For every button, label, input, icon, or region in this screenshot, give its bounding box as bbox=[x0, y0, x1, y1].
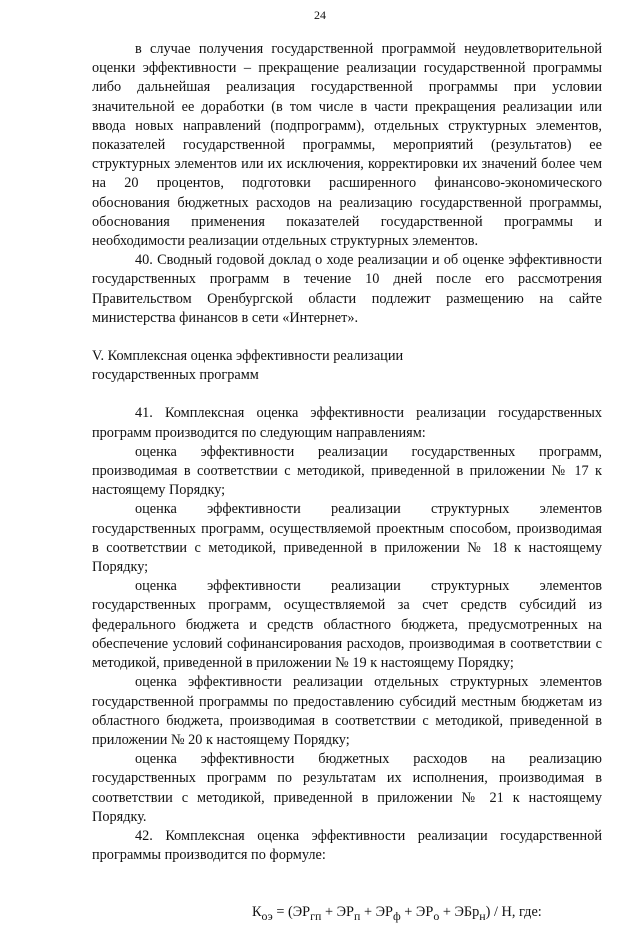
formula: $К_{оэ} = (ЭР_{гп} + ЭР_п + ЭР_ф + ЭР_о + ЭБр_н) / Н$, где: bbox=[252, 904, 542, 924]
paragraph: оценка эффективности реализации структурных элементов государственных программ, осуществляемой за счет средств субсидий из федерального бюджета и средств областного бюджета, предусмотренных на обеспечение условий софинансирования расходов, производимая в соответствии с методикой, приведенной в приложении № 19 к настоящему Порядку; bbox=[92, 578, 602, 672]
paragraph: оценка эффективности бюджетных расходов на реализацию государственных программ по результатам их исполнения, производимая в соответствии с методикой, приведенной в приложении № 21 к настоящему Порядку. bbox=[92, 751, 602, 825]
section-heading-line: государственных программ bbox=[92, 367, 259, 384]
paragraph: оценка эффективности реализации структурных элементов государственных программ, осуществляемой проектным способом, производимая в соответствии с методикой, приведенной в приложении № 18 к настоящему Порядку; bbox=[92, 501, 602, 576]
paragraph: оценка эффективности реализации отдельных структурных элементов государственной программы по предоставлению субсидий местным бюджетам из областного бюджета, производимая в соответствии с методикой, приведенной в приложении № 20 к настоящему Порядку; bbox=[92, 674, 602, 748]
page-number: 24 bbox=[314, 8, 326, 22]
section-heading-line: V. Комплексная оценка эффективности реализации bbox=[92, 348, 404, 365]
paragraph: 42. Комплексная оценка эффективности реализации государственной программы производится по формуле: bbox=[92, 827, 602, 864]
paragraph: 40. Сводный годовой доклад о ходе реализации и об оценке эффективности государственных программ в течение 10 дней после его рассмотрения Правительством Оренбургской области подлежит размещению на сайте министерства финансов в сети «Интернет». bbox=[92, 252, 602, 326]
document-body bbox=[92, 40, 602, 926]
section-heading bbox=[92, 347, 602, 385]
paragraph: в случае получения государственной программой неудовлетворительной оценки эффективности – прекращение реализации государственной программы либо дальнейшая реализация государственной программы при условии значительной ее доработки (в том числе в части прекращения реализации или ввода новых направлений (подпрограмм), отдельных структурных элементов, показателей государственной программы, мероприятий (результатов) ее структурных элементов или их исключения, корректировки их значений более чем на 20 процентов, подготовки расширенного финансово-экономического обоснования бюджетных расходов на реализацию государственной программы, обоснования применения показателей государственной программы и необходимости реализации отдельных структурных элементов. bbox=[92, 41, 602, 250]
paragraph: оценка эффективности реализации государственных программ, производимая в соответствии с методикой, приведенной в приложении № 17 к настоящему Порядку; bbox=[92, 443, 602, 499]
paragraph: 41. Комплексная оценка эффективности реализации государственных программ производится по следующим направлениям: bbox=[92, 405, 602, 441]
